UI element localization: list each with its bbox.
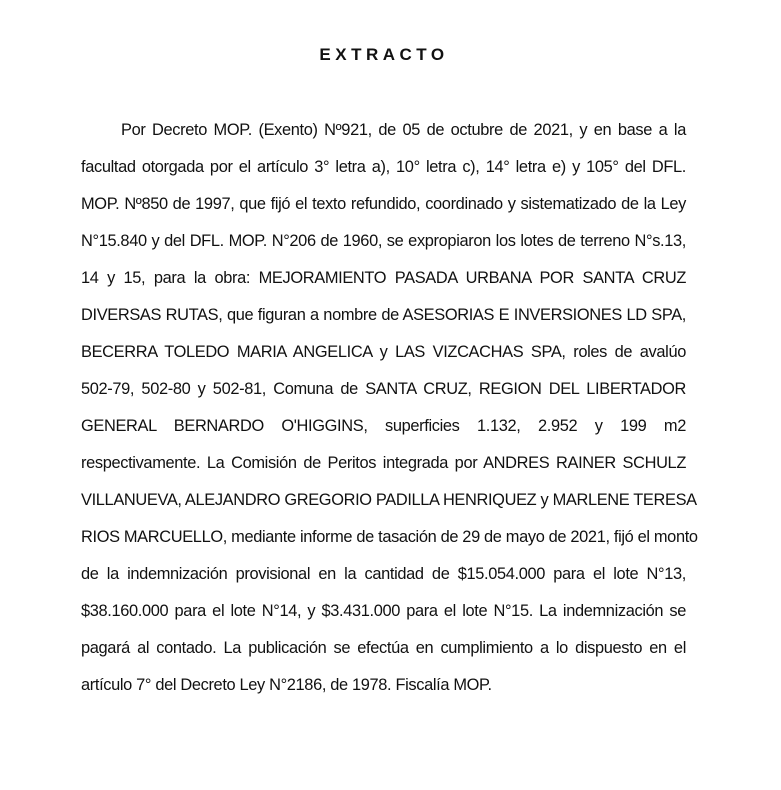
body-line: MOP. Nº850 de 1997, que fijó el texto refundido, coordinado y sistematizado de la Ley (81, 195, 686, 213)
body-line: N°15.840 y del DFL. MOP. N°206 de 1960, se expropiaron los lotes de terreno N°s.13, (81, 232, 686, 250)
body-line: respectivamente. La Comisión de Peritos integrada por ANDRES RAINER SCHULZ (81, 454, 686, 472)
body-line: 502-79, 502-80 y 502-81, Comuna de SANTA CRUZ, REGION DEL LIBERTADOR (81, 380, 686, 398)
body-line: DIVERSAS RUTAS, que figuran a nombre de ASESORIAS E INVERSIONES LD SPA, (81, 306, 686, 324)
body-line: pagará al contado. La publicación se efectúa en cumplimiento a lo dispuesto en el (81, 639, 686, 657)
body-line: $38.160.000 para el lote N°14, y $3.431.000 para el lote N°15. La indemnización se (81, 602, 686, 620)
body-line: de la indemnización provisional en la cantidad de $15.054.000 para el lote N°13, (81, 565, 686, 583)
body-line: 14 y 15, para la obra: MEJORAMIENTO PASADA URBANA POR SANTA CRUZ (81, 269, 686, 287)
body-line: GENERAL BERNARDO O'HIGGINS, superficies 1.132, 2.952 y 199 m2 (81, 417, 686, 435)
document-body (81, 118, 698, 710)
body-line: VILLANUEVA, ALEJANDRO GREGORIO PADILLA HENRIQUEZ y MARLENE TERESA (81, 491, 697, 509)
body-line: BECERRA TOLEDO MARIA ANGELICA y LAS VIZCACHAS SPA, roles de avalúo (81, 343, 686, 361)
body-line: artículo 7° del Decreto Ley N°2186, de 1978. Fiscalía MOP. (81, 676, 492, 694)
document-title: EXTRACTO (319, 45, 449, 64)
body-line: RIOS MARCUELLO, mediante informe de tasación de 29 de mayo de 2021, fijó el monto (81, 528, 698, 546)
body-line: facultad otorgada por el artículo 3° letra a), 10° letra c), 14° letra e) y 105° del DFL. (81, 158, 686, 176)
body-line: Por Decreto MOP. (Exento) Nº921, de 05 de octubre de 2021, y en base a la (121, 121, 686, 139)
